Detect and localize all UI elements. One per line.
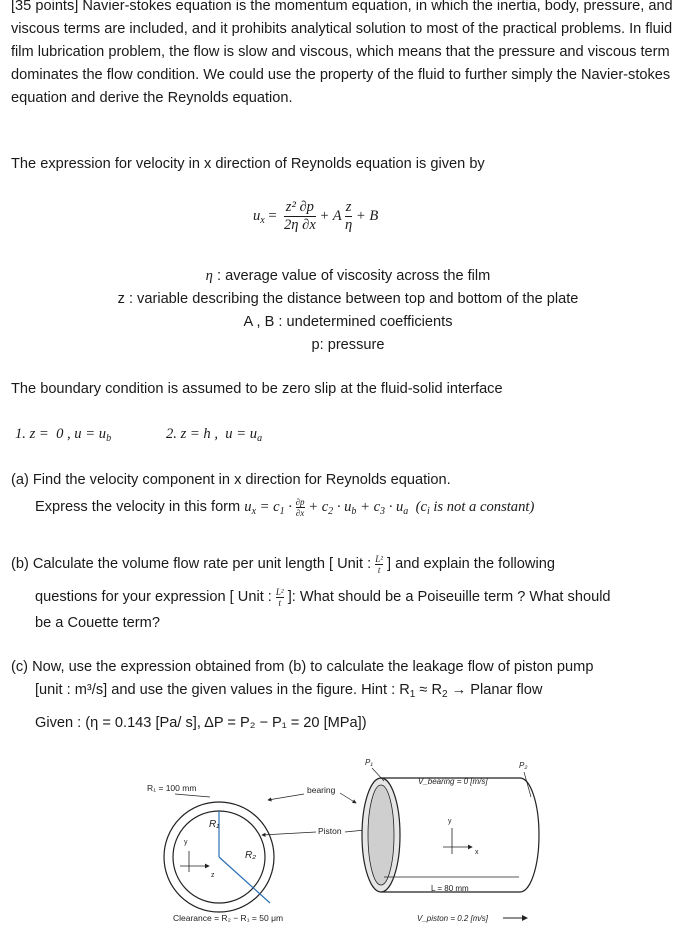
def-ab: A , B : undetermined coefficients [243,314,453,330]
pc-r2-sub: 2 [442,689,448,700]
pc-r1-sub: 1 [409,689,416,700]
pc-prefix: [unit : m³/s] and use the given values in the figure. Hint : R [35,682,410,698]
part-b-line1 [11,551,555,577]
fa-dot3: · u [385,499,404,515]
pb2-prefix: questions for your expression [ Unit : [35,589,276,605]
pb2-unit-frac [276,587,284,608]
fig-r1-label: R₁ = 100 mm [147,783,197,793]
part-a-line1: (a) Find the velocity component in x direction for Reynolds equation. [11,472,451,488]
cylinder-body [381,778,539,892]
intro-paragraph: [35 points] Navier-stokes equation is the momentum equation, in which the inertia, body, pressure, and viscous terms are included, and it prohibits analytical solution to most of the practical problems. In fluid film lubrication problem, the flow is slow and viscous, which means that the pressure and viscous term dominates the flow condition. We could use the property of the fluid to further simply the Navier-stokes equation and derive the Reynolds equation. [11,0,673,106]
part-a-formula [244,497,535,519]
part-b-line2 [35,584,611,610]
bc1-text: 1. z = 0 , u = u [15,426,107,442]
fig-y-left: y [184,839,188,846]
piston-figure [0,750,696,943]
boundary-condition-1 [15,426,111,444]
bc1-sub: b [106,433,112,444]
fig-z-left: z [211,872,215,879]
bc2-text: 2. z = h , u = u [166,426,258,442]
bc2-sub: a [257,433,263,444]
def-eta-text: : average value of viscosity across the film [212,268,491,284]
fig-v-bearing: V_bearing = 0 [m/s] [418,777,488,786]
pb2-unit-num: L² [275,586,284,597]
fa-note-tail: is not a constant) [429,499,535,515]
eq-frac2-den: η [345,217,353,233]
part-c-line1: (c) Now, use the expression obtained from (b) to calculate the leakage flow of piston pump [11,659,594,675]
pc-approx: ≈ R [415,682,442,698]
bearing-arrow-right [340,793,356,803]
fig-bearing-label: bearing [307,785,336,795]
fa-frac [296,497,305,518]
boundary-condition-2 [166,426,262,444]
bearing-arrow-left [268,794,304,800]
eq-frac1-den: 2η ∂x [283,217,316,233]
fa-plus-c2: + c [304,499,329,515]
part-b-line3: be a Couette term? [35,615,160,631]
eq-lhs-sub: x [260,214,265,226]
fa-ci-sub: i [426,506,430,517]
fa-eq: = c [256,499,280,515]
fig-p1: P₁ [365,758,373,767]
pb2-suffix: ]: What should be a Poiseuille term ? What should [283,589,611,605]
cylinder-front-inner [368,785,394,885]
fa-dot2: · u [333,499,352,515]
pc-suffix: → Planar flow [447,682,543,698]
part-c-given: Given : (η = 0.143 [Pa/ s], ΔP = P₂ − P₁ = 20 [MPa]) [35,715,367,731]
pb-suffix: ] and explain the following [382,556,555,572]
fa-c2-sub: 2 [328,506,334,517]
fig-x-right: x [475,849,479,856]
fa-ub-sub: b [351,506,357,517]
fa-frac-den: ∂x [295,508,305,519]
eq-plus-b: + B [352,207,379,224]
r1-leader [175,794,210,797]
def-z: z : variable describing the distance between top and bottom of the plate [117,291,579,307]
eq-lhs: u [253,207,261,224]
eq-plus-a: + A [315,207,342,224]
fa-lhs-sub: x [251,506,257,517]
fig-r1: R₁ [209,819,220,830]
fig-length: L = 80 mm [431,884,469,893]
def-p: p: pressure [311,337,385,353]
pb-unit-frac [375,554,383,575]
piston-arrow-left [262,832,316,835]
fa-c3-sub: 3 [380,506,386,517]
fa-frac-num: ∂p [295,497,305,508]
eq-frac2-num: z [345,199,352,215]
fa-plus-c3: + c [356,499,381,515]
def-eta-symbol: η [205,268,213,284]
eq-frac1-num: z² ∂p [285,199,314,215]
velocity-intro: The expression for velocity in x direction of Reynolds equation is given by [11,156,485,172]
part-c-line2 [35,679,542,706]
eq-fraction-1 [284,199,316,234]
fig-clearance: Clearance = R₂ − R₁ = 50 μm [173,913,284,923]
boundary-intro: The boundary condition is assumed to be zero slip at the fluid-solid interface [11,381,503,397]
fa-lhs: u [244,499,252,515]
part-a-line2 [35,494,534,525]
r2-radius-line [219,857,270,903]
p2-leader [524,772,531,797]
fig-r2: R₂ [245,850,257,861]
fig-p2: P₂ [519,761,528,770]
fa-dot1: · [284,499,296,515]
part-a-prefix: Express the velocity in this form [35,499,241,515]
def-eta [0,265,696,287]
eq-equals: = [264,207,281,224]
fa-c1-sub: 1 [279,506,285,517]
pb-unit-den: t [377,564,381,575]
pb2-unit-den: t [278,597,282,608]
fig-piston-label: Piston [318,826,342,836]
fa-ua-sub: a [403,506,409,517]
fig-y-right: y [448,818,452,825]
pb-prefix: (b) Calculate the volume flow rate per unit length [ Unit : [11,556,376,572]
fa-note: (c [408,499,427,515]
velocity-equation [253,199,378,234]
fig-v-piston: V_piston = 0.2 [m/s] [417,914,488,923]
pb-unit-num: L² [375,553,383,564]
